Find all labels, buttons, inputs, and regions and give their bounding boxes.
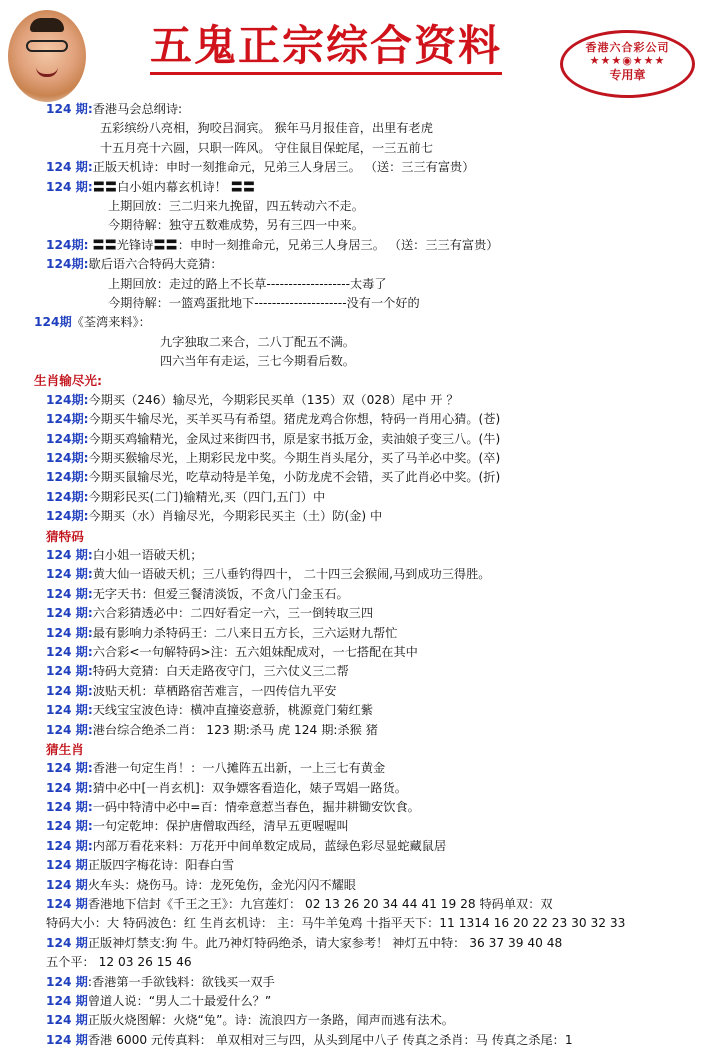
line-text: 港台综合绝杀二肖： 123 期:杀马 虎 124 期:杀猴 猪 (92, 722, 378, 737)
list-item (0, 100, 713, 119)
list-item (0, 604, 713, 623)
line-text: 香港一句定生肖！：一八摊阵五出新，一上三七有黄金 (92, 761, 386, 776)
period-label: 124期: (46, 431, 89, 446)
line-text: 九字独取二来合，二八丁配五不满。 (160, 334, 355, 349)
list-item (0, 197, 713, 216)
line-text: 火车头：烧伤马。诗：龙死兔伤，金光闪闪不耀眼 (87, 877, 356, 892)
period-label: 124 期: (46, 625, 93, 640)
period-label: 124期: (46, 392, 89, 407)
period-label: 124 期: (46, 567, 93, 582)
line-text: 香港 6000 元传真料： 单双相对三与四，从头到尾中八子 传真之杀肖：马 传真之杀尾：1 (87, 1032, 573, 1047)
period-label: 124 期: (46, 819, 93, 834)
period-label: 124 期: (46, 722, 93, 737)
period-label: 124 期 (46, 1032, 88, 1047)
list-item (0, 953, 713, 972)
list-item (0, 216, 713, 235)
period-label: 124 期: (46, 179, 93, 194)
list-item (0, 333, 713, 352)
list-item (0, 585, 713, 604)
period-label: 124 期 (46, 974, 88, 989)
line-text: 今期待解：一篮鸡蛋批地下---------------------没有一个好的 (108, 295, 420, 310)
list-item (0, 391, 713, 410)
seal-stars: ★★★◉★★★ (589, 54, 666, 67)
list-item (0, 1011, 713, 1030)
line-text: :香港第一手欲钱料：欲钱买一双手 (87, 974, 275, 989)
period-label: 124 期: (46, 606, 93, 621)
period-label: 124 期: (46, 102, 93, 116)
period-label: 124期: (46, 451, 89, 466)
line-text: 内部万看花来料：万花开中间单数定成局，蓝绿色彩尽显蛇藏鼠居 (92, 838, 447, 853)
line-text: 曾道人说：“男人二十最爱什么？” (87, 993, 272, 1008)
list-item (0, 992, 713, 1011)
page-header (0, 0, 713, 100)
list-item (0, 410, 713, 429)
list-item (0, 1031, 713, 1050)
line-text: 五彩缤纷八亮相，狗咬吕洞宾。 猴年马月报佳音，出里有老虎 (100, 121, 433, 136)
line-text: 今期买（246）输尽光，今期彩民买单（135）双（028）尾中 开 ？ (88, 392, 459, 407)
line-text: 〓〓光锋诗〓〓：申时一刻推命元，兄弟三人身居三。 （送：三三有富贵） (88, 237, 499, 252)
period-label: 124 期: (46, 703, 93, 718)
list-item (0, 236, 713, 255)
period-label: 124 期: (46, 780, 93, 795)
line-text: 十五月亮十六圆，只职一阵风。 守住鼠目保蛇尾，一三五前七 (100, 140, 433, 155)
list-item (0, 837, 713, 856)
list-item (0, 876, 713, 895)
list-item (0, 701, 713, 720)
period-label: 124期: (46, 257, 89, 272)
period-label: 124期: (46, 509, 89, 524)
period-label: 124 期: (46, 800, 93, 815)
line-text: 今期买牛输尽光，买羊买马有希望。猪虎龙鸡合你想，特码一肖用心猜。(苍) (88, 412, 501, 427)
line-text: 今期彩民买(二门)输精光,买（四门,五门）中 (88, 489, 326, 504)
avatar-glasses (26, 40, 68, 52)
period-label: 124期: (46, 412, 89, 427)
period-label: 124 期 (46, 935, 88, 950)
section-heading (0, 740, 713, 759)
page-title: 五鬼正宗综合资料 (150, 20, 502, 75)
list-item (0, 294, 713, 313)
section-heading (0, 527, 713, 546)
list-item (0, 507, 713, 526)
prediction-list (0, 100, 713, 1050)
period-label: 124 期: (46, 644, 93, 659)
period-label: 124 期: (46, 586, 93, 601)
line-text: 最有影响力杀特码王：二八来日五方长，三六运财九帮忙 (92, 625, 398, 640)
list-item (0, 856, 713, 875)
line-text: 上期回放：走过的路上不长草-------------------太毒了 (108, 276, 387, 291)
period-label: 124 期: (46, 547, 93, 562)
list-item (0, 546, 713, 565)
list-item (0, 119, 713, 138)
period-label: 124 期 (46, 877, 88, 892)
list-item (0, 934, 713, 953)
period-label: 124 期: (46, 761, 93, 776)
list-item (0, 488, 713, 507)
list-item (0, 468, 713, 487)
list-item (0, 779, 713, 798)
section-title: 猜生肖 (46, 741, 84, 757)
period-label: 124 期 (46, 858, 88, 873)
line-text: 〓〓白小姐内幕玄机诗！ 〓〓 (92, 179, 256, 194)
line-text: 今期买鸡输精光，金凤过来街四书，原是家书抵万金，卖油娘子变三八。(牛) (88, 431, 501, 446)
list-item (0, 759, 713, 778)
line-text: 特码大小：大 特码波色：红 生肖玄机诗： 主：马牛羊兔鸡 十指平天下：11 1314 16 20 22 23 30 32 33 (46, 916, 626, 931)
line-text: 正版四字梅花诗：阳春白雪 (87, 858, 235, 873)
line-text: 六合彩猜透必中：二四好看定一六，三一倒转取三四 (92, 606, 374, 621)
list-item (0, 643, 713, 662)
line-text: 六合彩<一句解特码>注：五六姐妹配成对，一七搭配在其中 (92, 644, 418, 659)
line-text: 一码中特清中必中=百：情牵意惹当春色，掘井耕锄安饮食。 (92, 800, 420, 815)
list-item (0, 255, 713, 274)
line-text: 今期买鼠输尽光，吃草动特是羊兔，小防龙虎不会错，买了此肖必中奖。(折) (88, 470, 501, 485)
line-text: 正版火烧图解：火烧“兔”。诗：流浪四方一条路，闻声而逃有法术。 (87, 1013, 454, 1028)
official-seal (560, 30, 695, 98)
list-item (0, 682, 713, 701)
seal-bottom-text: 专用章 (609, 68, 646, 82)
list-item (0, 565, 713, 584)
section-heading (0, 371, 713, 390)
period-label: 124 期: (46, 838, 93, 853)
section-title: 猜特码 (46, 528, 84, 544)
line-text: 天线宝宝波色诗：横冲直撞姿意骄，桃源竟门菊红紫 (92, 703, 374, 718)
list-item (0, 798, 713, 817)
list-item (0, 624, 713, 643)
period-label: 124 期: (46, 664, 93, 679)
list-item (0, 914, 713, 933)
line-text: 今期买猴输尽光，上期彩民龙中奖。今期生肖头尾分，买了马羊必中奖。(卒) (88, 451, 501, 466)
line-text: 正版天机诗：申时一刻推命元，兄弟三人身居三。 （送：三三有富贵） (92, 160, 475, 175)
avatar-mouth (36, 66, 58, 77)
list-item (0, 973, 713, 992)
line-text: 歇后语六合特码大竞猜： (88, 257, 223, 272)
list-item (0, 158, 713, 177)
list-item (0, 178, 713, 197)
line-text: 《荃湾来料》： (71, 315, 151, 330)
line-text: 黄大仙一语破天机；三八垂钓得四十， 二十四三会猴闹,马到成功三得胜。 (92, 567, 491, 582)
list-item (0, 662, 713, 681)
line-text: 波贴天机：草栖路宿苦难言，一四传信九平安 (92, 683, 337, 698)
line-text: 特码大竞猜：白天走路夜守门，三六仗义三二帮 (92, 664, 349, 679)
period-label: 124 期 (46, 1013, 88, 1028)
line-text: 今期买（水）肖输尽光，今期彩民买主（土）防(金) 中 (88, 509, 383, 524)
line-text: 上期回放：三二归来九挽留，四五转动六不走。 (108, 198, 364, 213)
avatar (8, 10, 86, 102)
line-text: 四六当年有走运，三七今期看后数。 (160, 354, 355, 369)
period-label: 124 期 (46, 993, 88, 1008)
line-text: 五个平： 12 03 26 15 46 (46, 955, 192, 970)
line-text: 猜中必中[一肖玄机]：双争嫖客看造化，婊子骂娼一路货。 (92, 780, 407, 795)
list-item (0, 895, 713, 914)
period-label: 124 期: (46, 683, 93, 698)
list-item (0, 721, 713, 740)
period-label: 124期: (46, 237, 89, 252)
seal-top-text: 香港六合彩公司 (585, 41, 670, 54)
line-text: 今期待解：独守五数难成势，另有三四一中来。 (108, 218, 364, 233)
list-item (0, 430, 713, 449)
list-item (0, 313, 713, 332)
list-item (0, 275, 713, 294)
line-text: 香港马会总纲诗: (92, 102, 183, 116)
period-label: 124 期: (46, 160, 93, 175)
line-text: 一句定乾坤：保护唐僧取西经，清早五更喔喔叫 (92, 819, 349, 834)
line-text: 白小姐一语破天机； (92, 547, 203, 562)
list-item (0, 449, 713, 468)
avatar-hair (30, 18, 64, 32)
list-item (0, 139, 713, 158)
line-text: 无字天书：但爱三餐清淡饭，不贪八门金玉石。 (92, 586, 349, 601)
period-label: 124期: (46, 470, 89, 485)
line-text: 正版神灯禁支:狗 牛。此乃神灯特码绝杀，请大家参考！ 神灯五中特： 36 37 39 40 48 (87, 935, 563, 950)
line-text: 香港地下信封《千王之王》：九宫莲灯： 02 13 26 20 34 44 41 19 28 特码单双：双 (87, 897, 553, 912)
list-item (0, 352, 713, 371)
section-title: 生肖输尽光: (34, 373, 103, 389)
period-label: 124期 (34, 315, 72, 330)
list-item (0, 817, 713, 836)
period-label: 124期: (46, 489, 89, 504)
period-label: 124 期 (46, 897, 88, 912)
